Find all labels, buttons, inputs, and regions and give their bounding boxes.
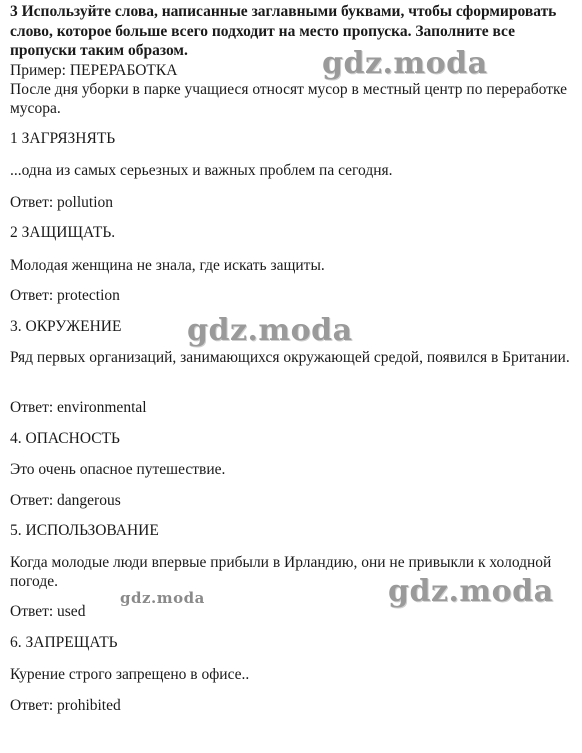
- item-1-answer: Ответ: pollution: [10, 194, 114, 211]
- watermark: gdz.moda: [322, 46, 488, 81]
- item-3-sentence: Ряд первых организаций, занимающихся окружающей средой, появился в Британии.: [10, 349, 570, 366]
- item-5-answer: Ответ: used: [10, 603, 86, 620]
- item-2-heading: 2 ЗАЩИЩАТЬ.: [10, 224, 116, 241]
- item-6-sentence: Курение строго запрещено в офисе..: [10, 666, 250, 683]
- item-5-sentence: Когда молодые люди впервые прибыли в Ирландию, они не привыкли к холодной погоде.: [10, 554, 552, 590]
- item-1-sentence: ...одна из самых серьезных и важных проблем па сегодня.: [10, 162, 393, 179]
- item-1-heading: 1 ЗАГРЯЗНЯТЬ: [10, 130, 116, 147]
- item-2-sentence: Молодая женщина не знала, где искать защиты.: [10, 257, 325, 274]
- item-6-heading: 6. ЗАПРЕЩАТЬ: [10, 634, 118, 651]
- item-2-answer: Ответ: protection: [10, 287, 120, 304]
- item-4-heading: 4. ОПАСНОСТЬ: [10, 430, 120, 447]
- watermark: gdz.moda: [120, 589, 205, 607]
- item-4-sentence: Это очень опасное путешествие.: [10, 461, 226, 478]
- item-3-heading: 3. ОКРУЖЕНИЕ: [10, 318, 122, 335]
- item-5-heading: 5. ИСПОЛЬЗОВАНИЕ: [10, 522, 159, 539]
- item-3-answer: Ответ: environmental: [10, 399, 147, 416]
- watermark: gdz.moda: [187, 313, 353, 348]
- item-4-answer: Ответ: dangerous: [10, 492, 121, 509]
- task-instruction: 3 Используйте слова, написанные заглавными буквами, чтобы сформировать слово, которое больше всего подходит на место пропуска. Заполните все пропуски таким образом.: [10, 3, 557, 59]
- example-sentence: После дня уборки в парке учащиеся относят мусор в местный центр по переработке мусора.: [10, 80, 568, 117]
- watermark: gdz.moda: [388, 574, 554, 609]
- example-label: Пример: ПЕРЕРАБОТКА: [10, 61, 178, 79]
- item-6-answer: Ответ: prohibited: [10, 697, 121, 714]
